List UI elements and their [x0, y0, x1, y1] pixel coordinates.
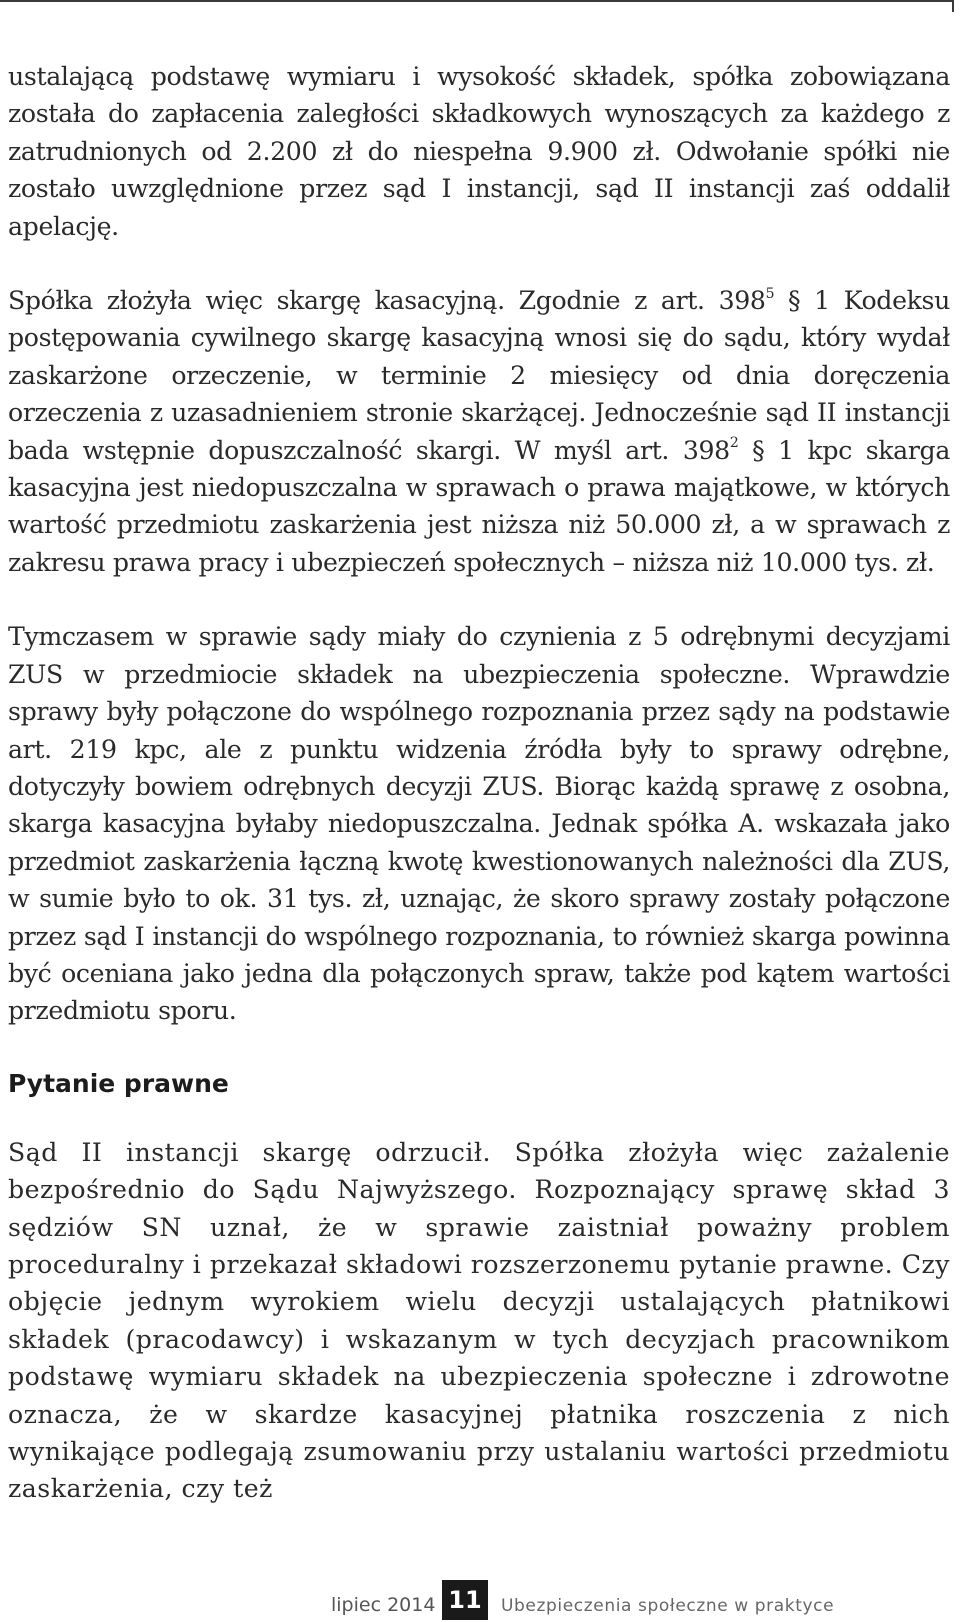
footer-date: lipiec 2014: [331, 1594, 436, 1616]
paragraph-2-part-c: § 1 kpc skarga kasacyjna jest niedopuszczalna w sprawach o prawa majątkowe, w których wartość przedmiotu zaskarżenia jest niższa niż 50.000 zł, a w sprawach z zakresu prawa pracy i ubezpieczeń społecznych – niższa niż 10.000 tys. zł.: [8, 435, 950, 577]
page-number: 11: [448, 1586, 482, 1614]
paragraph-2: [8, 282, 950, 581]
paragraph-3: Tymczasem w sprawie sądy miały do czynienia z 5 odrębnymi decyzjami ZUS w przedmiocie składek na ubezpieczenia społeczne. Wprawdzie sprawy były połączone do wspólnego rozpoznania przez sądy na podstawie art. 219 kpc, ale z punktu widzenia źródła były to sprawy odrębne, dotyczyły bowiem odrębnych decyzji ZUS. Biorąc każdą sprawę z osobna, skarga kasacyjna byłaby niedopuszczalna. Jednak spółka A. wskazała jako przedmiot zaskarżenia łączną kwotę kwestionowanych należności dla ZUS, w sumie było to ok. 31 tys. zł, uznając, że skoro sprawy zostały połączone przez sąd I instancji do wspólnego rozpoznania, to również skarga powinna być oceniana jako jedna dla połączonych spraw, także pod kątem wartości przedmiotu sporu.: [8, 622, 950, 1026]
paragraph-2-part-a: Spółka złożyła więc skargę kasacyjną. Zgodnie z art. 398: [8, 286, 766, 316]
page-number-box: [442, 1580, 488, 1620]
top-rule-corner: [952, 0, 954, 12]
paragraph-2-part-b: § 1 Kodeksu postępowania cywilnego skargę kasacyjną wnosi się do sądu, który wydał zaskarżone orzeczenie, w terminie 2 miesięcy od dnia doręczenia orzeczenia z uzasadnieniem stronie skarżącej. Jednocześnie sąd II instancji bada wstępnie dopuszczalność skargi. W myśl art. 398: [8, 286, 950, 465]
publication-title: Ubezpieczenia społeczne w praktyce: [501, 1596, 835, 1616]
top-rule: [0, 0, 954, 2]
article-superscript-2: 2: [729, 435, 739, 452]
section-heading: Pytanie prawne: [8, 1068, 229, 1098]
page-footer: [0, 1580, 960, 1620]
article-superscript-5: 5: [765, 285, 775, 302]
paragraph-4: Sąd II instancji skargę odrzucił. Spółka złożyła więc zażalenie bezpośrednio do Sądu Najwyższego. Rozpoznający sprawę skład 3 sędziów SN uznał, że w sprawie zaistniał poważny problem proceduralny i przekazał składowi rozszerzonemu pytanie prawne. Czy objęcie jednym wyrokiem wielu decyzji ustalających płatnikowi składek (pracodawcy) i wskazanym w tych decyzjach pracownikom podstawę wymiaru składek na ubezpieczenia społeczne i zdrowotne oznacza, że w skardze kasacyjnej płatnika roszczenia z nich wynikające podlegają zsumowaniu przy ustalaniu wartości przedmiotu zaskarżenia, czy też: [8, 1137, 950, 1504]
page-body: [8, 58, 950, 1508]
paragraph-1: ustalającą podstawę wymiaru i wysokość składek, spółka zobowiązana została do zapłacenia zaległości składkowych wynoszących za każdego z zatrudnionych od 2.200 zł do niespełna 9.900 zł. Odwołanie spółki nie zostało uwzględnione przez sąd I instancji, sąd II instancji zaś oddalił apelację.: [8, 62, 950, 241]
